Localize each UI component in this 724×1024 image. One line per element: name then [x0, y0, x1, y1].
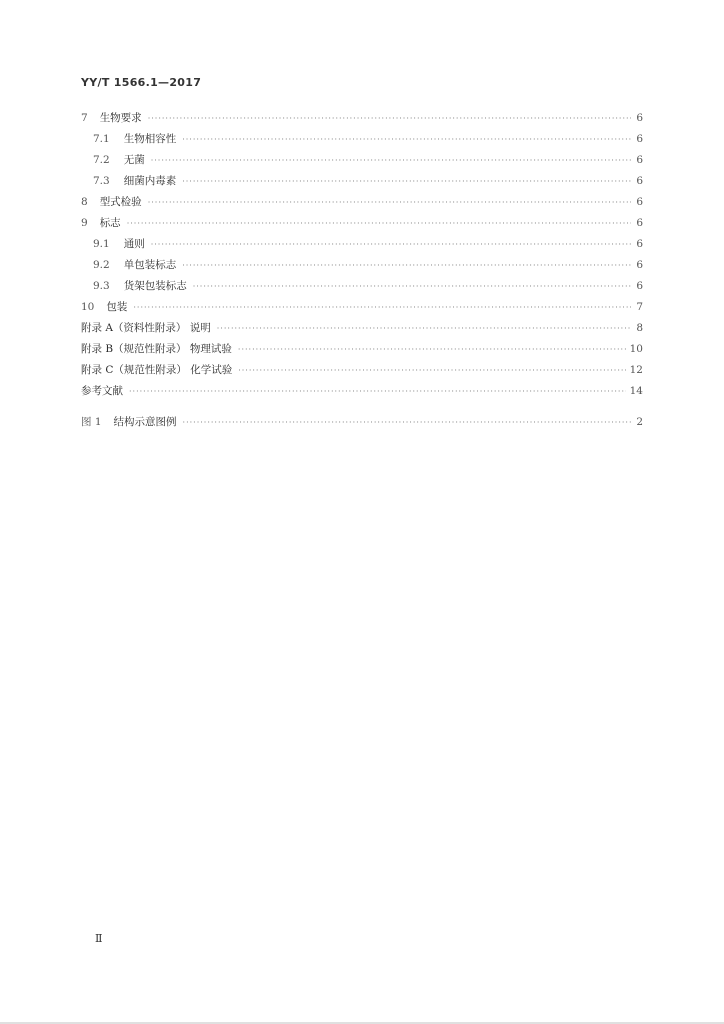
- toc-entry-annex-b[interactable]: [81, 339, 643, 360]
- toc-leader-dots: [182, 171, 631, 192]
- document-code: YY/T 1566.1—2017: [81, 76, 202, 89]
- toc-section-gap: [81, 402, 643, 412]
- figure-list-entry[interactable]: [81, 412, 643, 433]
- toc-entry-number: 9.3: [93, 280, 110, 292]
- toc-leader-dots: [127, 213, 631, 234]
- toc-entry-number: 10: [81, 301, 95, 313]
- toc-entry-title: 单包装标志: [123, 259, 177, 271]
- toc-entry[interactable]: [81, 276, 643, 297]
- toc-entry-number: 9.2: [93, 259, 110, 271]
- toc-leader-dots: [238, 360, 625, 381]
- toc-entry-number: 9: [81, 217, 88, 229]
- toc-entry-page: 7: [636, 301, 643, 313]
- toc-leader-dots: [182, 255, 631, 276]
- toc-entry-title: 生物要求: [99, 112, 142, 124]
- toc-entry-title: 参考文献: [81, 385, 123, 397]
- toc-entry-page: 14: [629, 385, 643, 397]
- toc-entry-page: 12: [629, 364, 643, 376]
- toc-entry-number: 7.1: [93, 133, 110, 145]
- toc-entry-annex-c[interactable]: [81, 360, 643, 381]
- toc-entry-title: 附录 C（规范性附录） 化学试验: [81, 364, 233, 376]
- figure-number: 图 1: [81, 416, 102, 428]
- page-number: Ⅱ: [95, 932, 103, 945]
- toc-entry[interactable]: [81, 108, 643, 129]
- toc-entry-number: 8: [81, 196, 88, 208]
- toc-leader-dots: [217, 318, 631, 339]
- figure-page: 2: [636, 416, 643, 428]
- toc-leader-dots: [183, 412, 631, 433]
- toc-entry-page: 6: [636, 259, 643, 271]
- toc-entry-number: 7.2: [93, 154, 110, 166]
- toc-entry-number: 7: [81, 112, 88, 124]
- toc-leader-dots: [151, 150, 631, 171]
- toc-entry[interactable]: [81, 213, 643, 234]
- toc-entry-page: 10: [629, 343, 643, 355]
- toc-entry-bibliography[interactable]: [81, 381, 643, 402]
- toc-entry-page: 6: [636, 280, 643, 292]
- figure-title: 结构示意图例: [113, 416, 177, 428]
- toc-entry-page: 6: [636, 112, 643, 124]
- toc-entry-page: 6: [636, 196, 643, 208]
- toc-entry-title: 货架包装标志: [123, 280, 187, 292]
- toc-entry-title: 细菌内毒素: [123, 175, 177, 187]
- toc-leader-dots: [151, 234, 631, 255]
- toc-entry-page: 6: [636, 238, 643, 250]
- toc-entry-annex-a[interactable]: [81, 318, 643, 339]
- toc-entry[interactable]: [81, 171, 643, 192]
- toc-entry[interactable]: [81, 150, 643, 171]
- toc-entry-title: 附录 B（规范性附录） 物理试验: [81, 343, 232, 355]
- toc-entry[interactable]: [81, 192, 643, 213]
- toc-entry-page: 8: [636, 322, 643, 334]
- toc-entry[interactable]: [81, 297, 643, 318]
- toc-entry-number: 9.1: [93, 238, 110, 250]
- toc-leader-dots: [133, 297, 631, 318]
- toc-entry-page: 6: [636, 217, 643, 229]
- toc-entry-title: 通则: [123, 238, 145, 250]
- toc-entry-title: 型式检验: [99, 196, 142, 208]
- toc-entry-page: 6: [636, 175, 643, 187]
- toc-leader-dots: [148, 192, 631, 213]
- toc-leader-dots: [129, 381, 626, 402]
- toc-leader-dots: [238, 339, 626, 360]
- toc-entry-title: 标志: [99, 217, 121, 229]
- toc-entry-number: 7.3: [93, 175, 110, 187]
- toc-entry[interactable]: [81, 255, 643, 276]
- toc-entry-title: 无菌: [123, 154, 145, 166]
- toc-leader-dots: [148, 108, 631, 129]
- toc-entry-page: 6: [636, 154, 643, 166]
- toc-leader-dots: [182, 129, 631, 150]
- table-of-contents: [81, 108, 643, 433]
- toc-entry-title: 生物相容性: [123, 133, 177, 145]
- toc-entry-page: 6: [636, 133, 643, 145]
- toc-entry-title: 包装: [106, 301, 128, 313]
- toc-entry[interactable]: [81, 129, 643, 150]
- toc-leader-dots: [193, 276, 631, 297]
- toc-entry-title: 附录 A（资料性附录） 说明: [81, 322, 211, 334]
- toc-entry[interactable]: [81, 234, 643, 255]
